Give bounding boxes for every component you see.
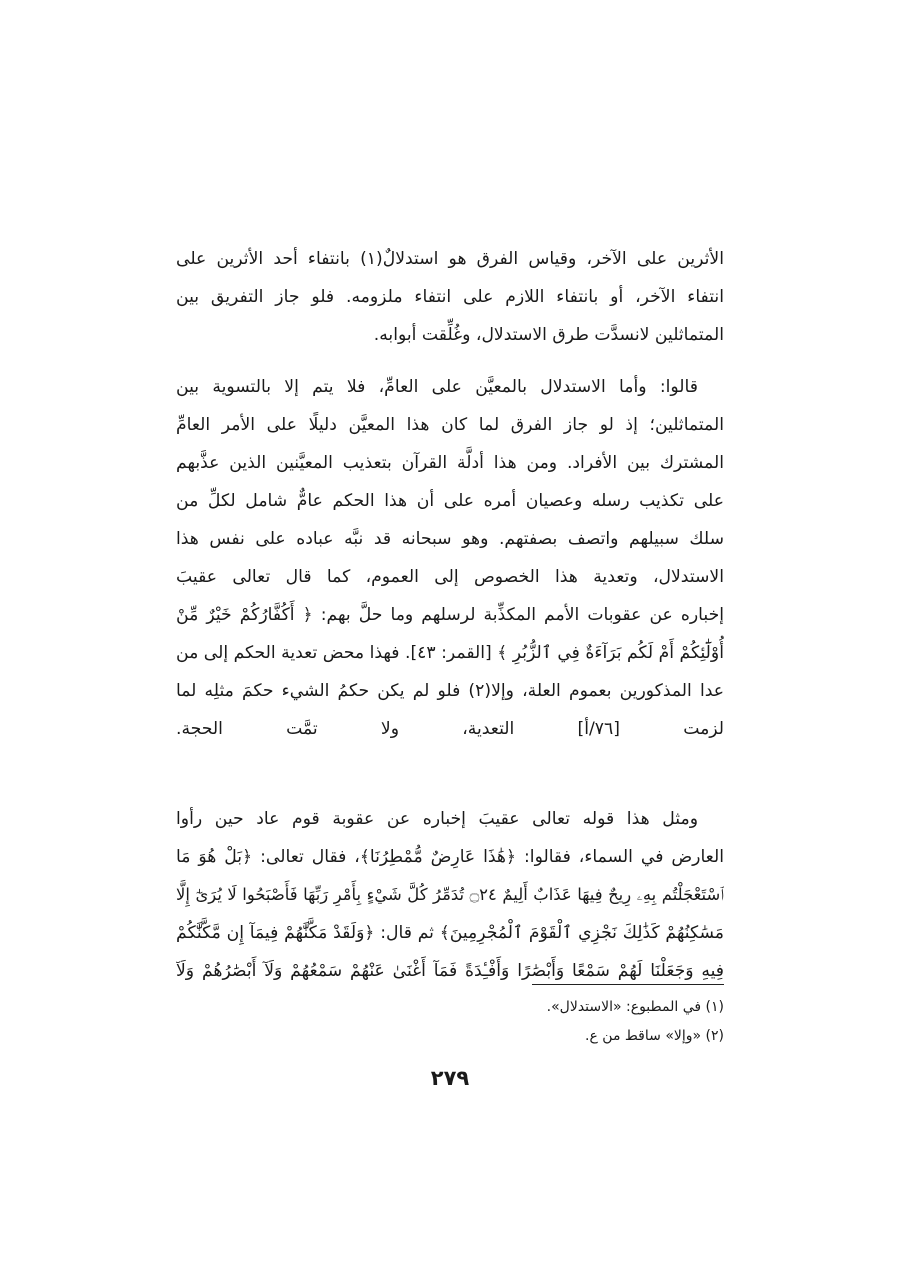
text-line: ومثل هذا قوله تعالى عقيبَ إخباره عن عقوبة قوم عاد حين رأوا [176, 809, 698, 829]
quran-quote-line: أُوْلَٰٓئِكُمْ أَمْ لَكُم بَرَآءَةٌ فِي ٱلزُّبُرِ ﴾ [القمر: ٤٣]. فهذا محض تعدية الحكم إلى من [176, 643, 724, 663]
paragraph-1 [176, 240, 724, 354]
text-line: إخباره عن عقوبات الأمم المكذِّبة لرسلهم وما حلَّ بهم: ﴿ أَكُفَّارُكُمْ خَيْرٌ مِّنْ [176, 605, 724, 625]
paragraph-2 [176, 368, 724, 786]
quran-quote-line: عدا المذكورين بعموم العلة، وإلا(٢) فلو لم يكن حكمُ الشيء حكمَ مثلِه لما [176, 681, 724, 701]
quran-quote-line: العارض في السماء، فقالوا: ﴿هَٰذَا عَارِضٌ مُّمْطِرُنَا﴾، فقال تعالى: ﴿بَلْ هُوَ مَا [176, 847, 724, 867]
quran-quote-line: فِيهِ وَجَعَلْنَا لَهُمْ سَمْعًا وَأَبْصَٰرًا وَأَفْـِٔدَةً فَمَآ أَغْنَىٰ عَنْهُمْ سَمْعُهُمْ وَلَآ أَبْصَٰرُهُمْ وَلَآ [176, 961, 724, 981]
quran-quote-line: مَسَٰكِنُهُمْ كَذَٰلِكَ نَجْزِي ٱلْقَوْمَ ٱلْمُجْرِمِينَ﴾ ثم قال: ﴿وَلَقَدْ مَكَّنَّٰهُمْ فِيمَآ إِن مَّكَّنَّٰكُمْ [176, 923, 724, 943]
text-line [176, 748, 724, 786]
text-line: المتماثلين لانسدَّت طرق الاستدلال، وغُلِّقت أبوابه. [373, 325, 724, 345]
text-line: الأثرين على الآخر، وقياس الفرق هو استدلالٌ(١) بانتفاء أحد الأثرين على [176, 249, 724, 269]
text-line: على تكذيب رسله وعصيان أمره على أن هذا الحكم عامٌّ شامل لكلِّ من [176, 491, 724, 511]
text-line: المتماثلين؛ إذ لو جاز الفرق لما كان هذا المعيَّن دليلًا على الأمر العامِّ [176, 415, 724, 435]
paragraph-gap [176, 354, 724, 368]
text-line: سلك سبيلهم واتصف بصفتهم. وهو سبحانه قد نبَّه عباده على نفس هذا [176, 529, 724, 549]
text-line: انتفاء الآخر، أو بانتفاء اللازم على انتفاء ملزومه. فلو جاز التفريق بين [176, 287, 724, 307]
page-number: ٢٧٩ [430, 1066, 470, 1090]
footnote-1: (١) في المطبوع: «الاستدلال». [546, 999, 724, 1015]
quran-quote-line: ٱسْتَعْجَلْتُم بِهِۦ رِيحٌ فِيهَا عَذَابٌ أَلِيمٌ ۝٢٤ تُدَمِّرُ كُلَّ شَيْءٍ بِأَمْرِ رَبِّهَا فَأَصْبَحُوا لَا يُرَىٰٓ إِلَّا [176, 885, 724, 904]
text-line: لزمت [٧٦/أ] التعدية، ولا تمَّت الحجة. [176, 719, 724, 739]
text-line: المشترك بين الأفراد. ومن هذا أدلَّة القرآن بتعذيب المعيَّنين الذين عذَّبهم [176, 453, 724, 473]
paragraph-3 [176, 800, 724, 990]
text-line: الاستدلال، وتعدية هذا الخصوص إلى العموم، كما قال تعالى عقيبَ [176, 567, 724, 587]
footnotes [300, 993, 724, 1051]
main-text [176, 240, 724, 990]
text-line: قالوا: وأما الاستدلال بالمعيَّن على العامِّ، فلا يتم إلا بالتسوية بين [176, 377, 698, 397]
paragraph-gap [176, 786, 724, 800]
footnote-2: (٢) «وإلا» ساقط من ع. [585, 1028, 724, 1044]
footnote-separator [532, 984, 724, 985]
